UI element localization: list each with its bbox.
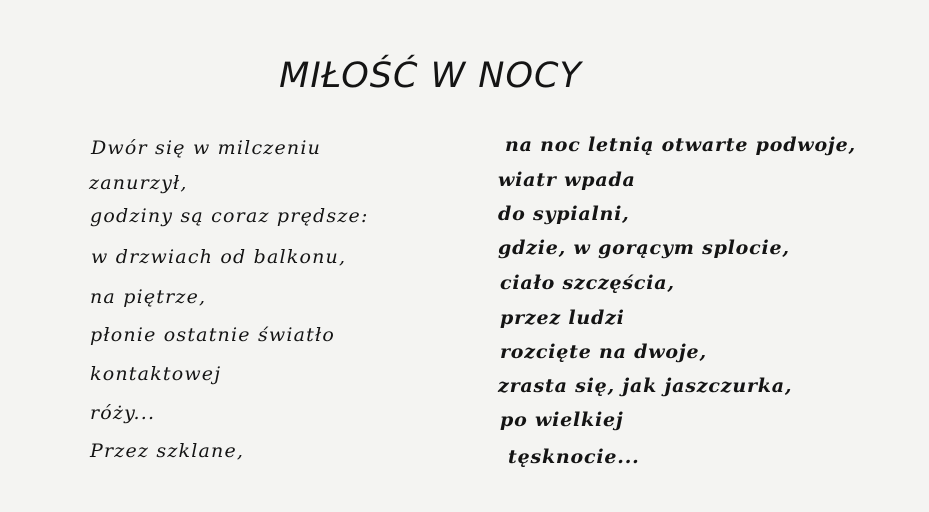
poem-line: na piętrze, <box>90 286 207 308</box>
poem-line: przez ludzi <box>500 307 625 329</box>
poem-line: gdzie, w gorącym splocie, <box>498 237 790 259</box>
poem-line: rozcięte na dwoje, <box>500 341 707 363</box>
poem-line: róży... <box>90 402 156 424</box>
poem-line: wiatr wpada <box>498 169 636 191</box>
poem-line: Dwór się w milczeniu <box>91 137 322 159</box>
poem-line: kontaktowej <box>90 363 222 385</box>
poem-line: godziny są coraz prędsze: <box>90 205 369 227</box>
poem-line: do sypialni, <box>498 203 630 225</box>
poem-line: tęsknocie... <box>508 446 640 468</box>
poem-title: MIŁOŚĆ W NOCY <box>279 56 582 96</box>
poem-line: w drzwiach od balkonu, <box>91 246 347 268</box>
poem-line: płonie ostatnie światło <box>90 324 335 346</box>
poem-line: po wielkiej <box>500 409 624 431</box>
poem-line: zrasta się, jak jaszczurka, <box>498 375 793 397</box>
poem-line: ciało szczęścia, <box>500 272 675 294</box>
poem-line: zanurzył, <box>89 172 188 194</box>
poem-line: na noc letnią otwarte podwoje, <box>505 134 856 156</box>
poem-line: Przez szklane, <box>90 440 245 462</box>
